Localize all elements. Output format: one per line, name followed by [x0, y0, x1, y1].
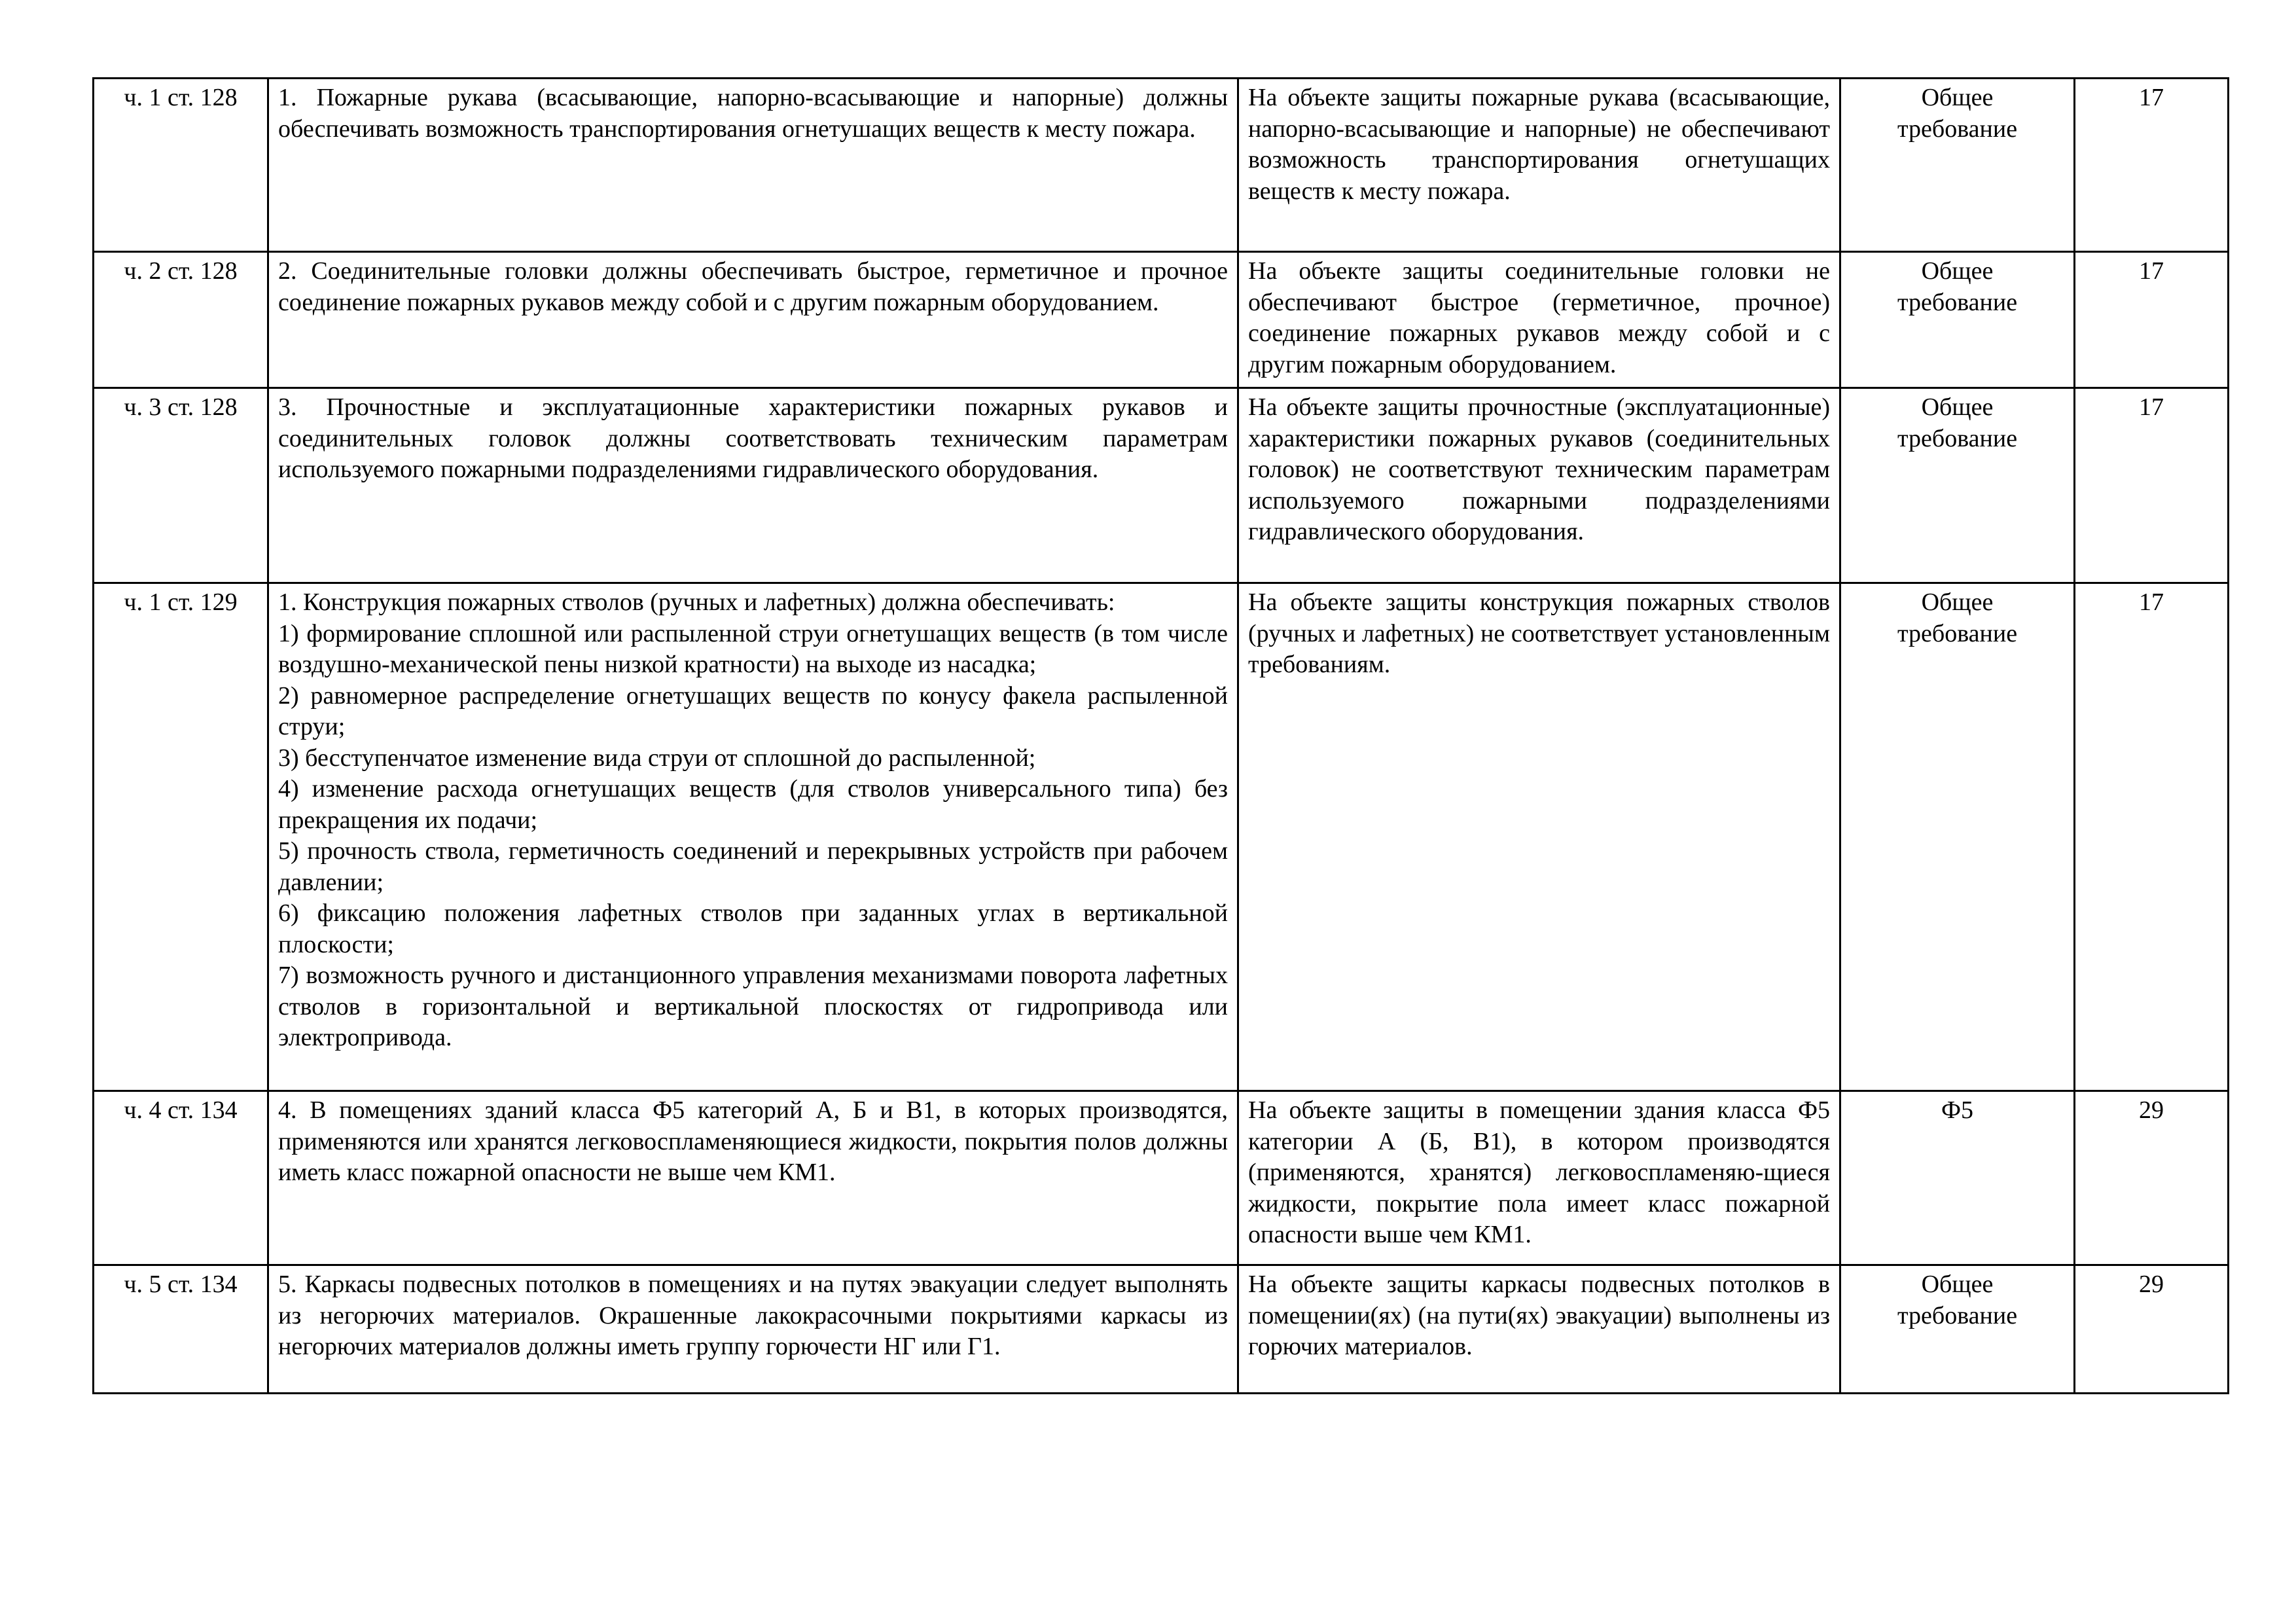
table-row [94, 583, 2229, 1091]
requirement-item: 1) формирование сплошной или распыленной струи огнетушащих веществ (в том числе воздушно-механической пены низкой кратности) на выходе из насадка; [278, 619, 1228, 678]
number-cell: 17 [2075, 79, 2229, 252]
class-line: требование [1897, 1301, 2018, 1329]
requirement-text: 1. Пожарные рукава (всасывающие, напорно-всасывающие и напорные) должны обеспечивать возможность транспортирования огнетушащих веществ к месту пожара. [278, 84, 1228, 143]
class-line: Ф5 [1941, 1096, 1974, 1124]
table-row [94, 1091, 2229, 1265]
table-row [94, 1265, 2229, 1394]
requirement-cell [268, 583, 1238, 1091]
class-cell [1840, 1091, 2075, 1265]
number-cell: 17 [2075, 583, 2229, 1091]
class-line: Общее [1921, 84, 1994, 111]
requirement-item: 4) изменение расхода огнетушащих веществ (для стволов универсального типа) без прекращения их подачи; [278, 775, 1228, 834]
class-line: требование [1897, 424, 2018, 452]
class-line: Общее [1921, 393, 1994, 421]
requirement-text: 4. В помещениях зданий класса Ф5 категорий А, Б и В1, в которых производятся, применяются или хранятся легковоспламеняющиеся жидкости, покрытия полов должны иметь класс пожарной опасности не выше чем КМ1. [278, 1096, 1228, 1186]
violation-cell: На объекте защиты прочностные (эксплуатационные) характеристики пожарных рукавов (соединительных головок) не соответствуют техническим параметрам используемого пожарными подразделениями гидравлического оборудования. [1238, 388, 1840, 583]
article-cell: ч. 1 ст. 129 [94, 583, 268, 1091]
requirement-item: 7) возможность ручного и дистанционного управления механизмами поворота лафетных стволов в горизонтальной и вертикальной плоскостях от гидропривода или электропривода. [278, 962, 1228, 1051]
requirement-cell [268, 388, 1238, 583]
requirements-table [92, 77, 2229, 1394]
article-cell: ч. 2 ст. 128 [94, 252, 268, 388]
article-cell: ч. 3 ст. 128 [94, 388, 268, 583]
article-cell: ч. 5 ст. 134 [94, 1265, 268, 1394]
requirement-text: 1. Конструкция пожарных стволов (ручных и лафетных) должна обеспечивать: [278, 588, 1115, 616]
number-cell: 17 [2075, 388, 2229, 583]
requirement-cell [268, 79, 1238, 252]
class-line: Общее [1921, 588, 1994, 616]
table-row [94, 252, 2229, 388]
requirement-cell [268, 1265, 1238, 1394]
requirement-item: 5) прочность ствола, герметичность соединений и перекрывных устройств при рабочем давлении; [278, 837, 1228, 896]
class-cell [1840, 388, 2075, 583]
requirement-item: 6) фиксацию положения лафетных стволов при заданных углах в вертикальной плоскости; [278, 899, 1228, 958]
table-row [94, 79, 2229, 252]
number-cell: 29 [2075, 1265, 2229, 1394]
requirement-item: 2) равномерное распределение огнетушащих веществ по конусу факела распыленной струи; [278, 681, 1228, 740]
requirement-item: 3) бесступенчатое изменение вида струи от сплошной до распыленной; [278, 744, 1036, 772]
number-cell: 17 [2075, 252, 2229, 388]
class-line: требование [1897, 288, 2018, 316]
violation-cell: На объекте защиты в помещении здания класса Ф5 категории А (Б, В1), в котором производятся (применяются, хранятся) легковоспламеняю-щиеся жидкости, покрытие пола имеет класс пожарной опасности выше чем КМ1. [1238, 1091, 1840, 1265]
class-cell [1840, 583, 2075, 1091]
number-cell: 29 [2075, 1091, 2229, 1265]
violation-cell: На объекте защиты соединительные головки не обеспечивают быстрое (герметичное, прочное) соединение пожарных рукавов между собой и с другим пожарным оборудованием. [1238, 252, 1840, 388]
requirement-text: 2. Соединительные головки должны обеспечивать быстрое, герметичное и прочное соединение пожарных рукавов между собой и с другим пожарным оборудованием. [278, 257, 1228, 316]
class-line: требование [1897, 619, 2018, 647]
requirement-text: 3. Прочностные и эксплуатационные характеристики пожарных рукавов и соединительных головок должны соответствовать техническим параметрам используемого пожарными подразделениями гидравлического оборудования. [278, 393, 1228, 483]
article-cell: ч. 1 ст. 128 [94, 79, 268, 252]
class-cell [1840, 1265, 2075, 1394]
violation-cell: На объекте защиты пожарные рукава (всасывающие, напорно-всасывающие и напорные) не обеспечивают возможность транспортирования огнетушащих веществ к месту пожара. [1238, 79, 1840, 252]
class-line: требование [1897, 115, 2018, 143]
article-cell: ч. 4 ст. 134 [94, 1091, 268, 1265]
requirement-cell [268, 252, 1238, 388]
requirement-text: 5. Каркасы подвесных потолков в помещениях и на путях эвакуации следует выполнять из негорючих материалов. Окрашенные лакокрасочными покрытиями каркасы из негорючих материалов должны иметь группу горючести НГ или Г1. [278, 1271, 1228, 1360]
violation-cell: На объекте защиты каркасы подвесных потолков в помещении(ях) (на пути(ях) эвакуации) выполнены из горючих материалов. [1238, 1265, 1840, 1394]
violation-cell: На объекте защиты конструкция пожарных стволов (ручных и лафетных) не соответствует установленным требованиям. [1238, 583, 1840, 1091]
table-row [94, 388, 2229, 583]
requirement-cell [268, 1091, 1238, 1265]
class-line: Общее [1921, 257, 1994, 285]
class-cell [1840, 252, 2075, 388]
class-line: Общее [1921, 1271, 1994, 1298]
class-cell [1840, 79, 2075, 252]
